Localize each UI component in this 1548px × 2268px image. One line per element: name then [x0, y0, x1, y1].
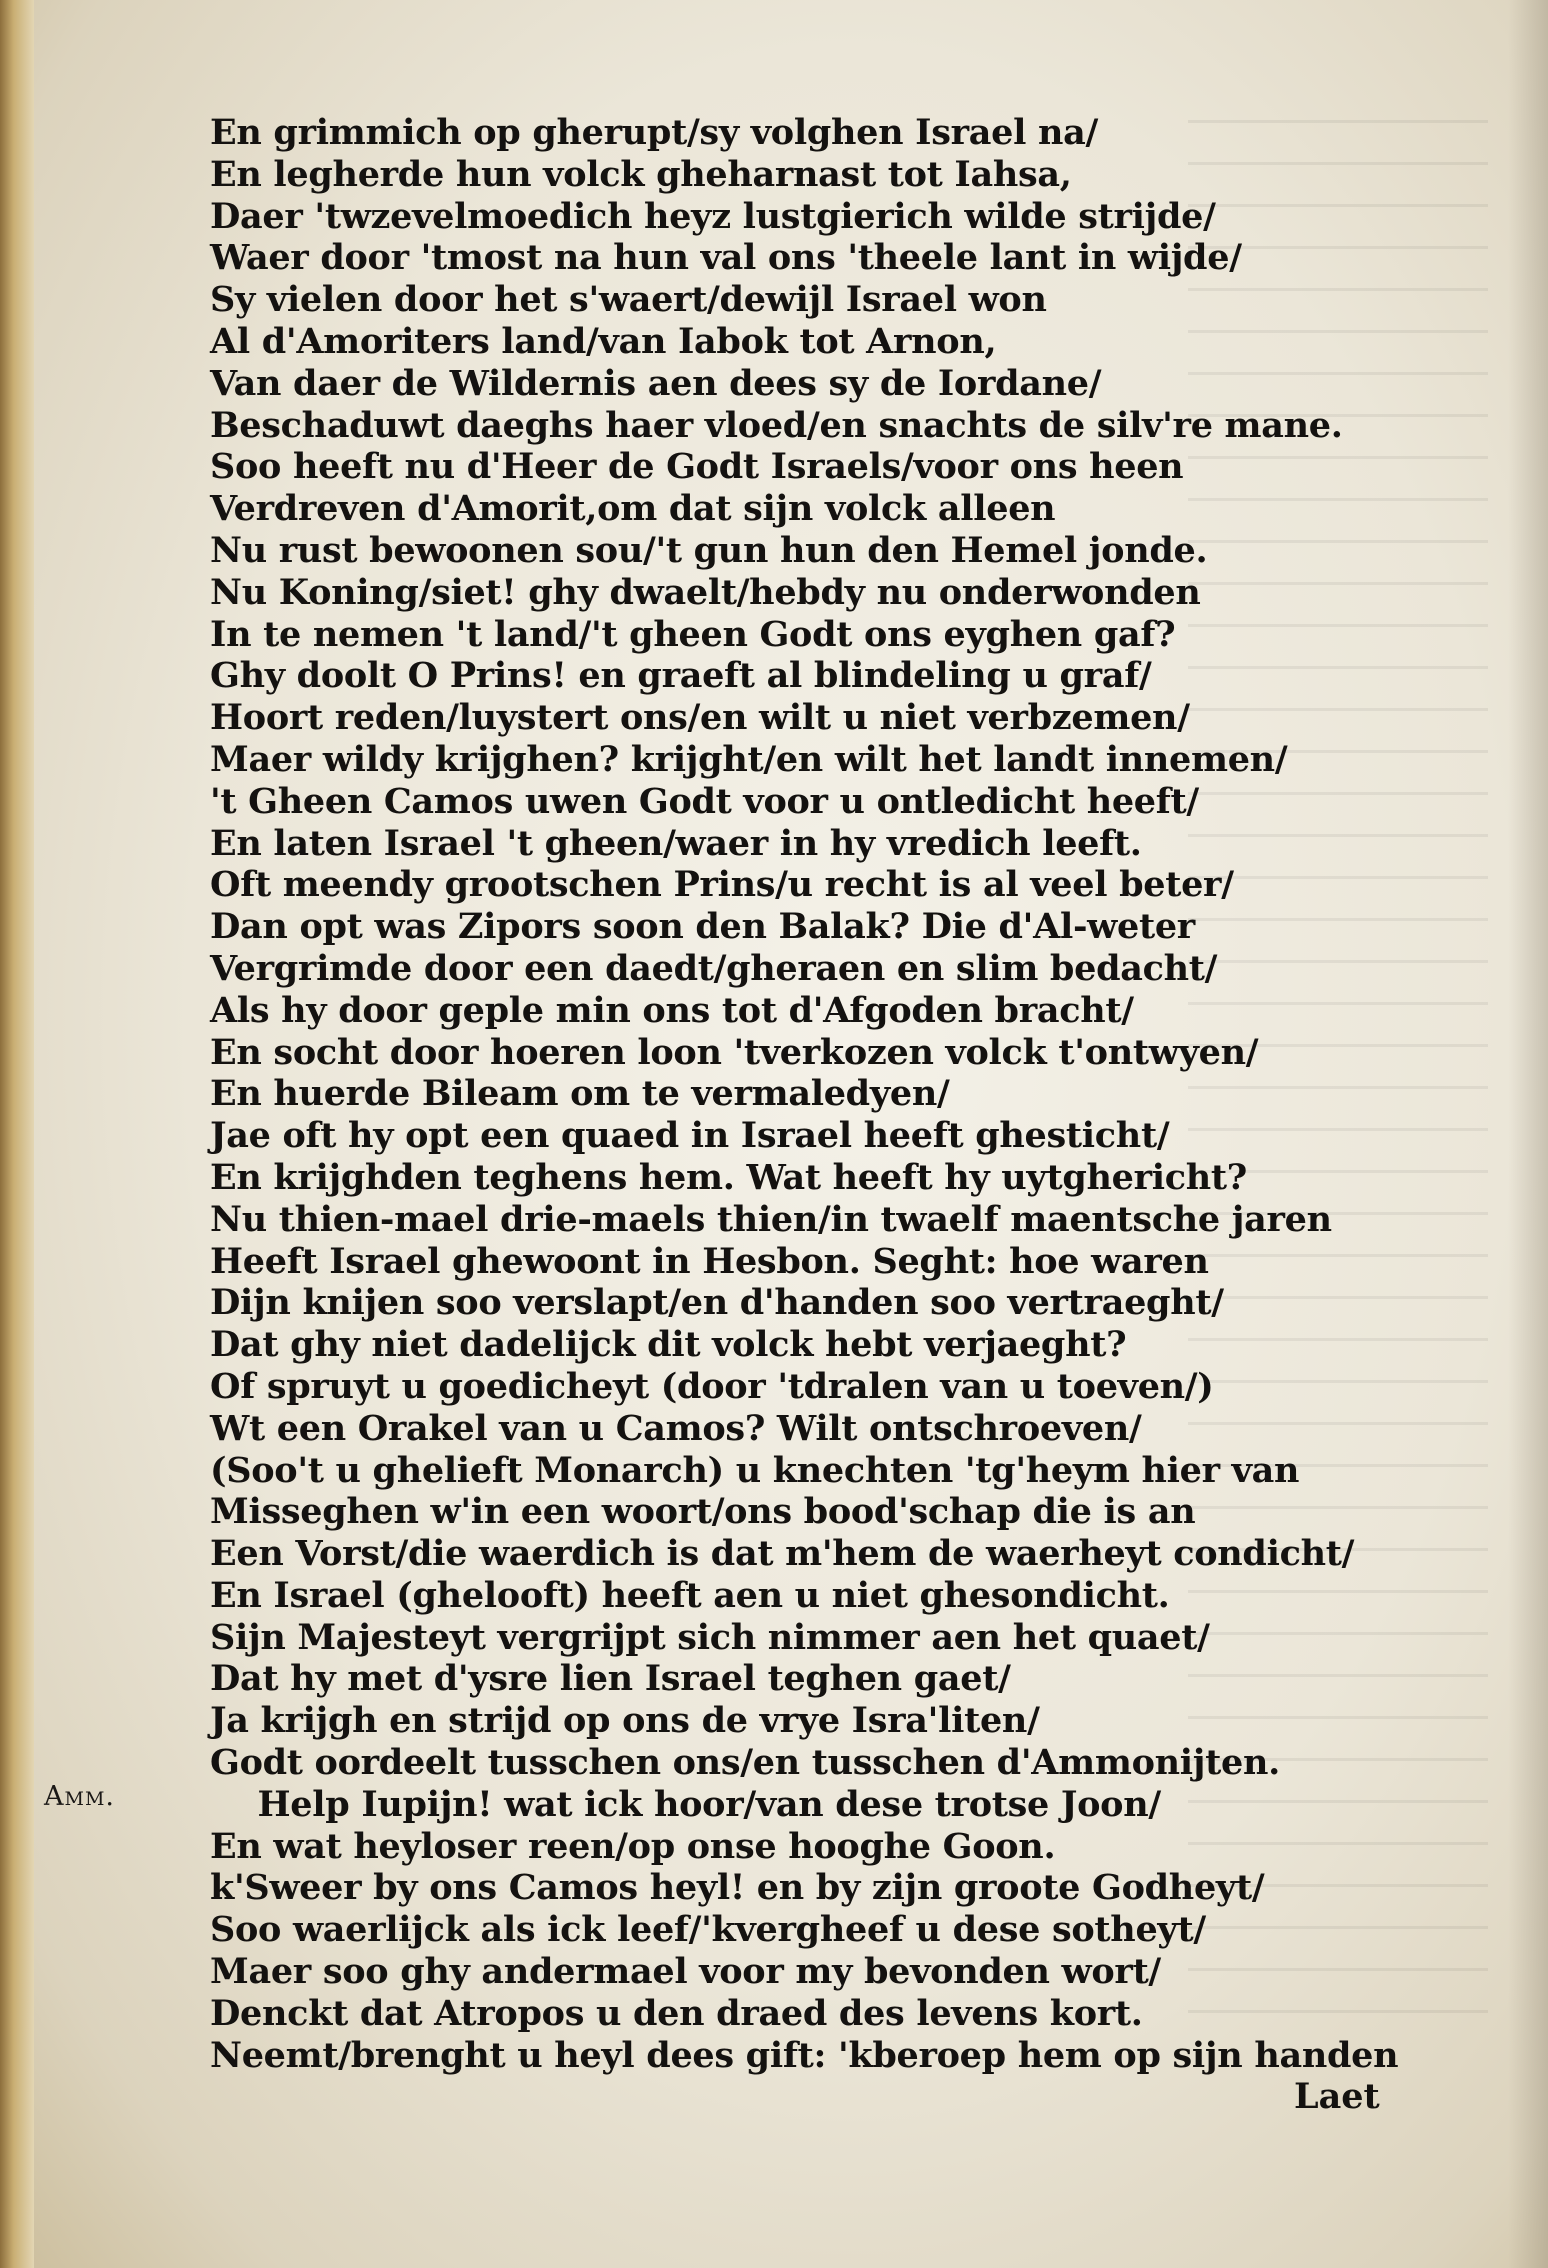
page-edge-shadow: [1508, 0, 1548, 2268]
verse-line: En grimmich op gherupt/sy volghen Israel na/: [210, 112, 1098, 153]
verse-line: Sijn Majesteyt vergrijpt sich nimmer aen het quaet/: [210, 1616, 1210, 1658]
verse-line: Vergrimde door een daedt/gheraen en slim bedacht/: [210, 947, 1218, 989]
verse-line: Dan opt was Zipors soon den Balak? Die d'Al-weter: [210, 906, 1195, 948]
verse-line: En socht door hoeren loon 'tverkozen volck t'ontwyen/: [210, 1031, 1259, 1073]
verse-line: Soo heeft nu d'Heer de Godt Israels/voor ons heen: [210, 446, 1184, 488]
verse-line: Dat ghy niet dadelijck dit volck hebt verjaeght?: [210, 1324, 1127, 1366]
verse-line: Misseghen w'in een woort/ons bood'schap die is an: [210, 1491, 1196, 1533]
verse-line: Nu thien-mael drie-maels thien/in twaelf maentsche jaren: [210, 1198, 1332, 1240]
verse-line: (Soo't u ghelieft Monarch) u knechten 'tg'heym hier van: [210, 1449, 1300, 1491]
verse-line: Maer soo ghy andermael voor my bevonden wort/: [210, 1951, 1161, 1993]
verse-line: En krijghden teghens hem. Wat heeft hy uytghericht?: [210, 1156, 1247, 1198]
verse-line: Ja krijgh en strijd op ons de vrye Isra'liten/: [210, 1700, 1040, 1742]
verse-line: Oft meendy grootschen Prins/u recht is al veel beter/: [210, 864, 1234, 906]
catchword: Laet: [1294, 2076, 1380, 2117]
verse-line: k'Sweer by ons Camos heyl! en by zijn groote Godheyt/: [210, 1867, 1265, 1909]
verse-line: Een Vorst/die waerdich is dat m'hem de waerheyt condicht/: [210, 1533, 1355, 1575]
verse-line: Help Iupijn! wat ick hoor/van dese trotse Joon/: [210, 1783, 1161, 1825]
verse-line: Hoort reden/luystert ons/en wilt u niet verbzemen/: [210, 697, 1190, 739]
verse-line: En legherde hun volck gheharnast tot Iahsa,: [210, 153, 1072, 195]
verse-line: Als hy door geple min ons tot d'Afgoden bracht/: [210, 989, 1134, 1031]
speaker-label: Amm.: [44, 1781, 115, 1812]
verse-line: Verdreven d'Amorit,om dat sijn volck alleen: [210, 488, 1056, 530]
verse-line: Dat hy met d'ysre lien Israel teghen gaet/: [210, 1658, 1011, 1700]
verse-line: Nu Koning/siet! ghy dwaelt/hebdy nu onderwonden: [210, 571, 1201, 613]
verse-line: Heeft Israel ghewoont in Hesbon. Seght: hoe waren: [210, 1240, 1209, 1282]
verse-line: En Israel (ghelooft) heeft aen u niet ghesondicht.: [210, 1574, 1170, 1616]
verse-line: Neemt/brenght u heyl dees gift: 'kberoep hem op sijn handen: [210, 2034, 1399, 2076]
verse-line: Denckt dat Atropos u den draed des levens kort.: [210, 1992, 1143, 2034]
verse-line: Beschaduwt daeghs haer vloed/en snachts de silv're mane.: [210, 404, 1343, 446]
verse-line: Of spruyt u goedicheyt (door 'tdralen van u toeven/): [210, 1365, 1214, 1407]
verse-text: [210, 112, 1399, 2076]
verse-line: Daer 'twzevelmoedich heyz lustgierich wilde strijde/: [210, 195, 1216, 237]
verse-line: Jae oft hy opt een quaed in Israel heeft ghesticht/: [210, 1115, 1170, 1157]
verse-line: Dijn knijen soo verslapt/en d'handen soo vertraeght/: [210, 1282, 1224, 1324]
verse-line: Al d'Amoriters land/van Iabok tot Arnon,: [210, 320, 997, 362]
verse-line: In te nemen 't land/'t gheen Godt ons eyghen gaf?: [210, 613, 1176, 655]
verse-line: Van daer de Wildernis aen dees sy de Iordane/: [210, 362, 1102, 404]
verse-line: Nu rust bewoonen sou/'t gun hun den Hemel jonde.: [210, 529, 1208, 571]
verse-line: En wat heyloser reen/op onse hooghe Goon.: [210, 1825, 1056, 1867]
verse-line: 't Gheen Camos uwen Godt voor u ontledicht heeft/: [210, 780, 1199, 822]
verse-line: Wt een Orakel van u Camos? Wilt ontschroeven/: [210, 1407, 1142, 1449]
verse-line: Waer door 'tmost na hun val ons 'theele lant in wijde/: [210, 237, 1242, 279]
verse-line: Sy vielen door het s'waert/dewijl Israel won: [210, 279, 1047, 321]
verse-line: En huerde Bileam om te vermaledyen/: [210, 1073, 950, 1115]
verse-line: Soo waerlijck als ick leef/'kvergheef u dese sotheyt/: [210, 1909, 1206, 1951]
verse-line: Ghy doolt O Prins! en graeft al blindeling u graf/: [210, 655, 1152, 697]
verse-line: Godt oordeelt tusschen ons/en tusschen d'Ammonijten.: [210, 1742, 1281, 1784]
page-gutter: [0, 0, 34, 2268]
verse-line: Maer wildy krijghen? krijght/en wilt het landt innemen/: [210, 738, 1288, 780]
verse-line: En laten Israel 't gheen/waer in hy vredich leeft.: [210, 822, 1142, 864]
